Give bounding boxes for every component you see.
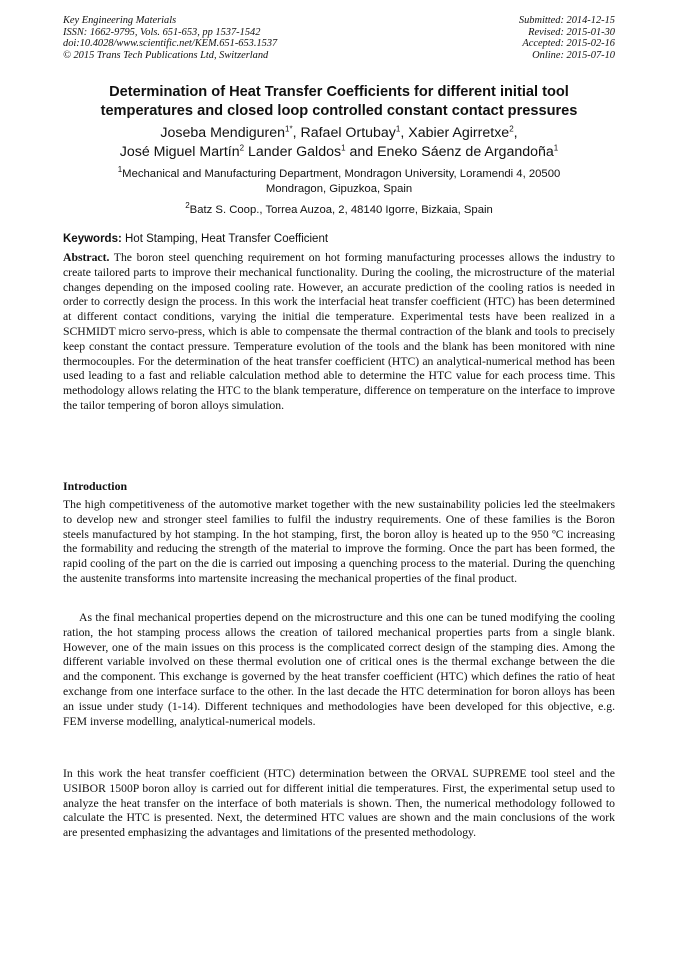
author-separator: ,	[513, 125, 518, 141]
abstract-text: The boron steel quenching requirement on hot forming manufacturing processes allows the industry to create tailored parts to improve their mechanical functionality. During the cooling, the microstructure of the material changes depending on the imposed cooling rate. However, an accurate prediction of the cooling ratios is needed in order to correctly design the process. In this work the interfacial heat transfer coefficient (HTC) has been determined at different contact conditions, varying the initial die temperature. Experimental tests have been realized in a SCHMIDT micro servo-press, which is able to compensate the thermal contraction of the blank and tools to precisely keep constant the contact pressure. Temperature evolution of the tools and the blank has been monitored with nine thermocouples. For the determination of the heat transfer coefficient (HTC) an analytical-numerical method has been used leading to a fast and reliable calculation method able to determine the HTC value for each process time. This methodology allows relating the HTC to the blank temperature, difference on temperature on the interface to improve the tailor tempering of boron alloys simulation.	[63, 251, 615, 412]
abstract	[63, 251, 615, 414]
date-accepted: Accepted: 2015-02-16	[522, 38, 615, 50]
journal-name: Key Engineering Materials	[63, 15, 177, 26]
date-online: Online: 2015-07-10	[532, 49, 615, 61]
authors-line-2	[40, 143, 638, 162]
affiliation-text: Mechanical and Manufacturing Department, Mondragon University, Loramendi 4, 20500	[122, 168, 561, 180]
author-name: Joseba Mendiguren	[160, 125, 286, 141]
journal-doi: doi:10.4028/www.scientific.net/KEM.651-653.1537	[63, 38, 278, 50]
keywords	[63, 233, 328, 245]
affiliation-mark: 2	[185, 201, 190, 211]
journal-issn: ISSN: 1662-9795, Vols. 651-653, pp 1537-1542	[63, 26, 261, 38]
affiliation-1	[40, 167, 638, 196]
author-list	[40, 124, 638, 162]
journal-info	[63, 15, 277, 61]
intro-paragraph-3: In this work the heat transfer coefficient (HTC) determination between the ORVAL SUPREME tool steel and the USIBOR 1500P boron alloy is carried out for different initial die temperatures. First, the experimental setup used to analyze the heat transfer on the interface of both materials is shown. Then, the numerical methodology followed to calculate the HTC is presented. Next, the determined HTC values are shown and the main conclusions of the work are presented emphasizing the advantages and limitations of the presented methodology.	[63, 767, 615, 840]
affiliation-text: Batz S. Coop., Torrea Auzoa, 2, 48140 Igorre, Bizkaia, Spain	[189, 204, 493, 216]
intro-paragraph-2: As the final mechanical properties depend on the microstructure and this one can be tuned modifying the cooling ration, the hot stamping process allows the creation of tailored mechanical properties parts from a single blank. However, one of the main issues on this process is the complicated correct design of the stamping dies. Among the different variable involved on these thermal evolution one of critical ones is the thermal exchange between the die and the component. This exchange is governed by the heat transfer coefficient (HTC) which defines the ratio of heat exchange from one interface surface to the other. In the last decade the HTC determination for boron alloys has been an issue under study (1-14). Different techniques and methodologies have been developed for this objective, e.g. FEM inverse modelling, analytical-numerical models.	[63, 611, 615, 728]
author-name: Lander Galdos	[244, 144, 342, 160]
author-affiliation-mark: 1*	[285, 124, 293, 134]
intro-paragraph-1: The high competitiveness of the automotive market together with the new sustainability policies led the steelmakers to develop new and stronger steel families to fulfil the industry requirements. One of these families is the Boron steels manufactured by hot stamping. In the hot stamping, first, the boron alloy is heated up to the 950 ºC increasing the formability and reducing the strength of the material to improve the forming. Once the part has been formed, the rapid cooling of the part on the die is carried out imposing a quenching process to the material. During the quenching the austenite transforms into martensite increasing the mechanical properties of the final product.	[63, 498, 615, 585]
date-revised: Revised: 2015-01-30	[528, 26, 615, 38]
paper-title	[40, 83, 638, 121]
author-affiliation-mark: 2	[239, 143, 245, 153]
title-line-1: Determination of Heat Transfer Coefficients for different initial tool	[109, 84, 569, 100]
author-name: and Eneko Sáenz de Argandoña	[345, 144, 554, 160]
authors-line-1	[40, 124, 638, 143]
journal-copyright: © 2015 Trans Tech Publications Ltd, Switzerland	[63, 49, 269, 61]
author-affiliation-mark: 1	[395, 124, 401, 134]
title-line-2: temperatures and closed loop controlled constant contact pressures	[100, 103, 578, 119]
author-affiliation-mark: 1	[341, 143, 346, 153]
affiliation-1-line-1	[40, 167, 638, 182]
abstract-label: Abstract.	[63, 251, 110, 264]
author-name: , Rafael Ortubay	[292, 125, 396, 141]
affiliation-2	[40, 203, 638, 218]
date-submitted: Submitted: 2014-12-15	[518, 15, 615, 26]
affiliation-mark: 1	[117, 165, 123, 175]
submission-dates	[519, 15, 615, 61]
section-heading-introduction: Introduction	[63, 479, 128, 493]
affiliation-2-line	[40, 203, 638, 218]
keywords-label: Keywords:	[63, 233, 122, 245]
keywords-text: Hot Stamping, Heat Transfer Coefficient	[121, 233, 329, 245]
author-name: , Xabier Agirretxe	[400, 125, 510, 141]
author-affiliation-mark: 1	[553, 143, 559, 153]
author-name: José Miguel Martín	[119, 144, 240, 160]
affiliation-1-line-2: Mondragon, Gipuzkoa, Spain	[265, 182, 413, 195]
author-affiliation-mark: 2	[509, 124, 514, 134]
